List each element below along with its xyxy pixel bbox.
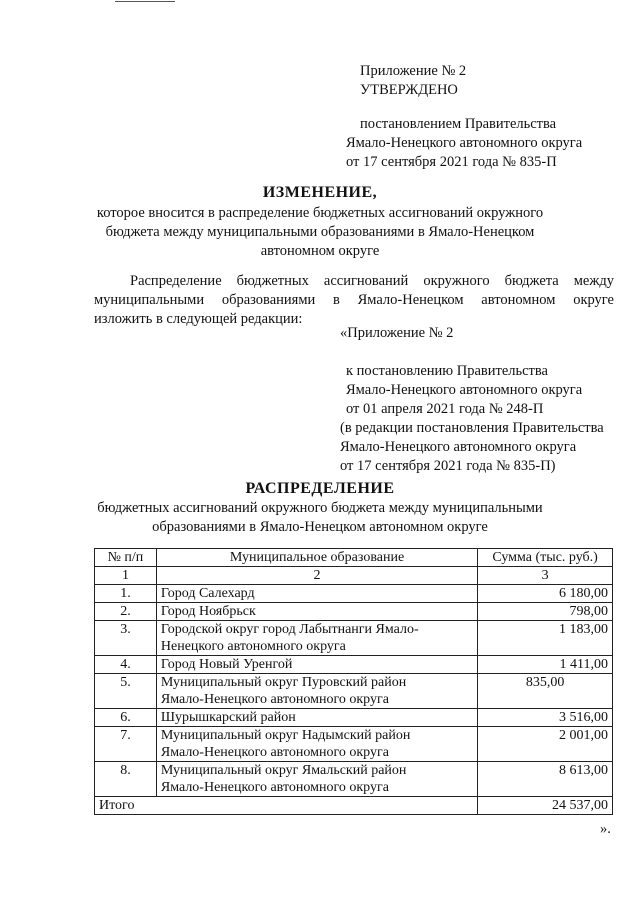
row-number: 1. xyxy=(95,585,157,603)
row-sum: 1 411,00 xyxy=(478,656,613,674)
new-appendix-line-4: (в редакции постановления Правительства xyxy=(340,420,604,436)
row-municipality-line-2: Ненецкого автономного округа xyxy=(160,639,346,654)
row-number: 3. xyxy=(95,621,157,656)
header-number: № п/п xyxy=(95,549,157,567)
change-line-1: которое вносится в распределение бюджетных ассигнований окружного xyxy=(96,205,544,221)
row-sum: 8 613,00 xyxy=(478,762,613,797)
column-number-1: 1 xyxy=(95,567,157,585)
row-number: 6. xyxy=(95,709,157,727)
intro-line-3: изложить в следующей редакции: xyxy=(94,311,303,327)
header-municipality: Муниципальное образование xyxy=(156,549,477,567)
change-title: ИЗМЕНЕНИЕ, xyxy=(262,184,378,201)
total-row xyxy=(95,797,613,815)
row-municipality: Город Новый Уренгой xyxy=(156,656,477,674)
intro-line-1: Распределение бюджетных ассигнований окружного бюджета между xyxy=(130,273,614,289)
distribution-table xyxy=(94,548,613,815)
table-row xyxy=(95,621,613,656)
row-municipality xyxy=(156,674,477,709)
row-municipality xyxy=(156,762,477,797)
row-municipality-line-1: Муниципальный округ Надымский район xyxy=(160,728,411,743)
distribution-line-2: образованиями в Ямало-Ненецком автономном округе xyxy=(152,519,488,535)
scan-mark-top xyxy=(115,1,175,2)
table-row xyxy=(95,674,613,709)
row-sum: 2 001,00 xyxy=(478,727,613,762)
column-number-row xyxy=(95,567,613,585)
change-line-3: автономном округе xyxy=(260,243,380,259)
row-number: 2. xyxy=(95,603,157,621)
row-municipality-line-2: Ямало-Ненецкого автономного округа xyxy=(160,692,389,707)
new-appendix-line-3: от 01 апреля 2021 года № 248-П xyxy=(346,401,544,417)
new-appendix-line-2: Ямало-Ненецкого автономного округа xyxy=(346,382,583,398)
table-row xyxy=(95,709,613,727)
total-label: Итого xyxy=(95,797,478,815)
row-municipality-line-2: Ямало-Ненецкого автономного округа xyxy=(160,780,389,795)
row-sum: 798,00 xyxy=(478,603,613,621)
new-appendix-line-1: к постановлению Правительства xyxy=(346,363,548,379)
row-municipality-line-2: Ямало-Ненецкого автономного округа xyxy=(160,745,389,760)
table-row xyxy=(95,603,613,621)
new-appendix-line-6: от 17 сентября 2021 года № 835-П) xyxy=(340,458,556,474)
row-municipality-line-1: Городской округ город Лабытнанги Ямало- xyxy=(160,622,419,637)
row-sum: 3 516,00 xyxy=(478,709,613,727)
row-number: 5. xyxy=(95,674,157,709)
column-number-3: 3 xyxy=(478,567,613,585)
new-appendix-title: «Приложение № 2 xyxy=(340,325,454,341)
intro-line-2: муниципальными образованиями в Ямало-Ненецком автономном округе xyxy=(94,292,614,308)
approval-line-1: постановлением Правительства xyxy=(360,116,557,132)
row-number: 4. xyxy=(95,656,157,674)
row-municipality xyxy=(156,621,477,656)
row-municipality: Город Ноябрьск xyxy=(156,603,477,621)
row-municipality: Шурышкарский район xyxy=(156,709,477,727)
row-sum: 6 180,00 xyxy=(478,585,613,603)
row-municipality-line-1: Муниципальный округ Ямальский район xyxy=(160,763,407,778)
row-municipality-line-1: Муниципальный округ Пуровский район xyxy=(160,675,407,690)
total-sum: 24 537,00 xyxy=(478,797,613,815)
row-municipality: Город Салехард xyxy=(156,585,477,603)
distribution-line-1: бюджетных ассигнований окружного бюджета между муниципальными xyxy=(97,500,543,516)
table-row xyxy=(95,762,613,797)
table-row xyxy=(95,727,613,762)
column-number-2: 2 xyxy=(156,567,477,585)
row-municipality xyxy=(156,727,477,762)
header-sum: Сумма (тыс. руб.) xyxy=(478,549,613,567)
approval-line-2: Ямало-Ненецкого автономного округа xyxy=(346,135,583,151)
new-appendix-line-5: Ямало-Ненецкого автономного округа xyxy=(340,439,577,455)
closing-quote-mark: ». xyxy=(600,821,611,837)
row-sum: 1 183,00 xyxy=(478,621,613,656)
change-line-2: бюджета между муниципальными образованиями в Ямало-Ненецком xyxy=(105,224,535,240)
distribution-title: РАСПРЕДЕЛЕНИЕ xyxy=(245,480,395,497)
table-header-row xyxy=(95,549,613,567)
row-number: 7. xyxy=(95,727,157,762)
table-row xyxy=(95,656,613,674)
approval-approved: УТВЕРЖДЕНО xyxy=(360,82,458,98)
table-row xyxy=(95,585,613,603)
approval-appendix: Приложение № 2 xyxy=(360,63,467,79)
row-number: 8. xyxy=(95,762,157,797)
approval-line-3: от 17 сентября 2021 года № 835-П xyxy=(346,154,557,170)
row-sum: 835,00 xyxy=(478,674,613,709)
